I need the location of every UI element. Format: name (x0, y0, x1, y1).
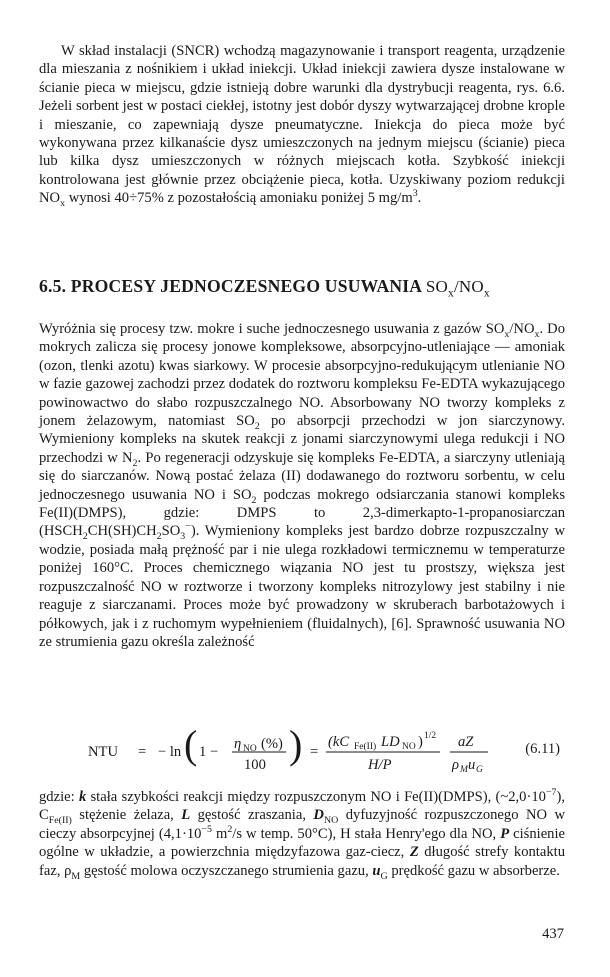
eq-equals-2: = (310, 744, 319, 760)
intro-paragraph: W skład instalacji (SNCR) wchodzą magazynowanie i transport reagenta, urządzenie dla mieszania z nośnikiem i układ iniekcji. Układ iniekcji zawiera dysze instalowane w ścianie pieca w miejscu, gdzie istnieją dobre warunki dla dystrybucji reagenta, rys. 6.6. Jeżeli sorbent jest w postaci ciekłej, istotny jest dobór dyszy wytwarzającej drobne krople i mieszanie, co zapewniają dysze pneumatyczne. Iniekcja do pieca może być wykonywana przez kilkanaście dysz umieszczonych na jednym miejscu (ścianie) pieca lub kilka dysz umieszczonych w różnych miejscach kotła. Szybkość iniekcji kontrolowana jest głównie przez obciążenie pieca, kotła. Uzyskiwany poziom redukcji $NO_x$ wynosi 40÷75% z pozostałością amoniaku poniżej 5 $mg/m^3$. (39, 43, 565, 210)
section-paragraph: Wyróżnia się procesy tzw. mokre i suche jednoczesnego usuwania z gazów $SO_x/NO_x$. Do mokrych zalicza się procesy jonowe kompleksowe, absorpcyjno-utleniające — amoniak (ozon, tlenki azotu) kwas siarkowy. W procesie absorpcyjno-redukującym utlenianie NO w fazie gazowej zachodzi przez dodatek do roztworu kompleksu Fe-EDTA wykazującego powinowactwo do słabo rozpuszczalnego NO. Absorbowany NO tworzy kompleks z jonem żelazowym, natomiast $SO_2$ po absorpcji przechodzi w jon siarczynowy. Wymieniony kompleks na skutek reakcji z jonami siarczynowymi ulega redukcji i NO przechodzi w $N_2$. Po regeneracji odzyskuje się kompleks Fe-EDTA, a siarczyny utleniają się do siarczanów. Nową postać żelaza (II) dodawanego do roztworu sorbentu, w celu jednoczesnego usuwania NO i $SO_2$ podczas mokrego odsiarczania stanowi kompleks Fe(II)(DMPS), gdzie: DMPS to 2,3-dimerkapto-1-propanosiarczan $(HSCH_2CH(SH)CH_2SO_3^-)$. Wymieniony kompleks jest bardzo dobrze rozpuszczalny w wodzie, posiada małą prężność par i nie ulega rozkładowi termicznemu w temperaturze poniżej 160°C. Proces chemicznego wiązania NO jest tu prostszy, większa jest rozpuszczalność NO w roztworze i tworzony kompleks nitrozylowy jest stabilny i nie reaguje z siarczanami. Proces może być prowadzony w skruberach barbotażowych i półkowych, jak i z ruchomym wypełnieniem (fluidalnych), [6]. Sprawność usuwania NO ze strumienia gazu określa zależność (39, 321, 566, 650)
eq-hundred: 100 (244, 757, 266, 773)
eq-num2-mid: LD (381, 734, 400, 750)
eq-den2: H/P (368, 757, 392, 773)
eq-eta: η (234, 736, 242, 752)
eq-den3-g: G (476, 765, 483, 775)
eq-neg-ln: − ln (158, 744, 182, 760)
eq-den3-u: u (468, 757, 476, 773)
eq-eta-sub: NO (243, 744, 257, 754)
equation-formula (78, 722, 498, 782)
eq-num2-sub: Fe(II) (354, 742, 377, 752)
eq-equals-1: = (138, 744, 147, 760)
equation-number: (6.11) (525, 741, 560, 757)
section-heading: 6.5. PROCESY JEDNOCZESNEGO USUWANIA $SO_x/NO_x$ (39, 276, 490, 300)
eq-num2-sup: 1/2 (424, 731, 437, 741)
eq-one-minus: 1 − (199, 744, 219, 760)
eq-num2: (kC (328, 734, 350, 750)
page-number: 437 (542, 926, 564, 942)
eq-num3: aZ (458, 734, 474, 750)
eq-num2-sub2: NO (402, 742, 416, 752)
eq-pct: (%) (261, 736, 283, 752)
eq-den3-rho: ρ (452, 757, 460, 773)
variable-legend-paragraph: gdzie: k stała szybkości reakcji między rozpuszczonym NO i Fe(II)(DMPS), $(\sim 2,0\cdot 10^{-7})$, $C_{Fe(II)}$ stężenie żelaza, L gęstość zraszania, $D_{NO}$ dyfuzyjność rozpuszczonego NO w cieczy absorpcyjnej ($4,1\cdot 10^{-5}$ $m^2/s$ w temp. 50°C), H stała Henry'ego dla NO, P ciśnienie ogólne w układzie, a powierzchnia międzyfazowa gaz-ciecz, Z długość strefy kontaktu faz, $\rho_M$ gęstość molowa oczyszczanego strumienia gazu, $u_G$ prędkość gazu w absorberze. (39, 787, 566, 882)
eq-left-paren: ( (184, 722, 198, 767)
eq-num2-end: ) (418, 734, 423, 750)
equation-6-11 (78, 722, 568, 782)
eq-den3-m: M (460, 765, 468, 775)
eq-lhs: NTU (88, 744, 118, 760)
eq-right-paren: ) (289, 722, 303, 767)
